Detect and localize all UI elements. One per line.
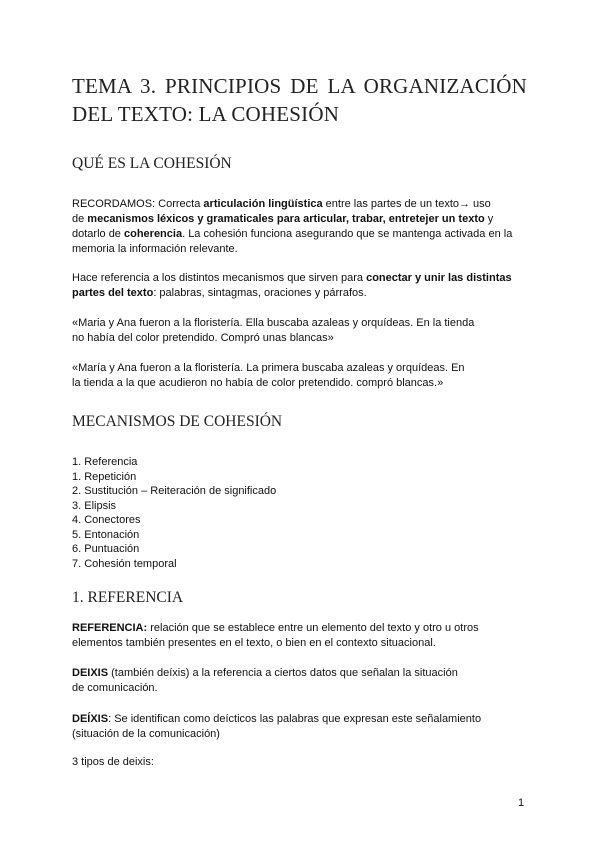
text-line: de comunicación. xyxy=(72,682,158,694)
paragraph-hace-referencia xyxy=(72,271,532,301)
list-item: 2. Sustitución – Reiteración de significado xyxy=(72,485,277,497)
example-2 xyxy=(72,361,532,391)
text-line: RECORDAMOS: Correcta articulación lingüística entre las partes de un texto→ uso xyxy=(72,198,491,210)
page-title: TEMA 3. PRINCIPIOS DE LA ORGANIZACIÓN DEL TEXTO: LA COHESIÓN xyxy=(72,74,527,126)
text-line: Hace referencia a los distintos mecanismos que sirven para conectar y unir las distintas xyxy=(72,272,512,284)
text-line: (situación de la comunicación) xyxy=(72,728,220,740)
list-item: 6. Puntuación xyxy=(72,543,140,555)
text-line: REFERENCIA: relación que se establece entre un elemento del texto y otro u otros xyxy=(72,622,479,634)
text-line: «María y Ana fueron a la floristería. La primera buscaba azaleas y orquídeas. En xyxy=(72,362,465,374)
text-line: dotarlo de coherencia. La cohesión funciona asegurando que se mantenga activada en la xyxy=(72,228,513,240)
section-heading-cohesion: QUÉ ES LA COHESIÓN xyxy=(72,155,232,172)
paragraph-recordamos xyxy=(72,197,532,257)
text-line: no había del color pretendido. Compró unas blancas» xyxy=(72,332,334,344)
list-item: 4. Conectores xyxy=(72,514,141,526)
paragraph-referencia-def xyxy=(72,621,532,651)
text-line: DEIXIS (también deíxis) a la referencia a ciertos datos que señalan la situación xyxy=(72,667,458,679)
list-item: 1. Repetición xyxy=(72,470,137,483)
list-item: 5. Entonación xyxy=(72,528,140,541)
list-item: 1. Referencia xyxy=(72,456,138,468)
mechanisms-list xyxy=(72,455,276,571)
paragraph-tipos-deixis: 3 tipos de deixis: xyxy=(72,756,154,768)
list-item: 3. Elipsis xyxy=(72,499,117,512)
text-line: «Maria y Ana fueron a la floristería. Ella buscaba azaleas y orquídeas. En la tienda xyxy=(72,317,475,329)
section-heading-referencia: 1. REFERENCIA xyxy=(72,589,184,606)
text-line: elementos también presentes en el texto, o bien en el contexto situacional. xyxy=(72,637,436,649)
text-line: la tienda a la que acudieron no había de color pretendido. compró blancas.» xyxy=(72,377,444,389)
section-heading-mecanismos: MECANISMOS DE COHESIÓN xyxy=(72,413,283,430)
paragraph-deixis-2 xyxy=(72,712,532,742)
text-line: de mecanismos léxicos y gramaticales para articular, trabar, entretejer un texto y xyxy=(72,213,494,225)
example-1 xyxy=(72,316,532,346)
page-number: 1 xyxy=(518,797,525,809)
text-line: partes del texto: palabras, sintagmas, oraciones y párrafos. xyxy=(72,287,367,299)
text-line: memoria la información relevante. xyxy=(72,243,238,255)
list-item: 7. Cohesión temporal xyxy=(72,557,177,570)
text-line: DEÍXIS: Se identifican como deícticos las palabras que expresan este señalamiento xyxy=(72,713,482,725)
paragraph-deixis xyxy=(72,666,532,696)
